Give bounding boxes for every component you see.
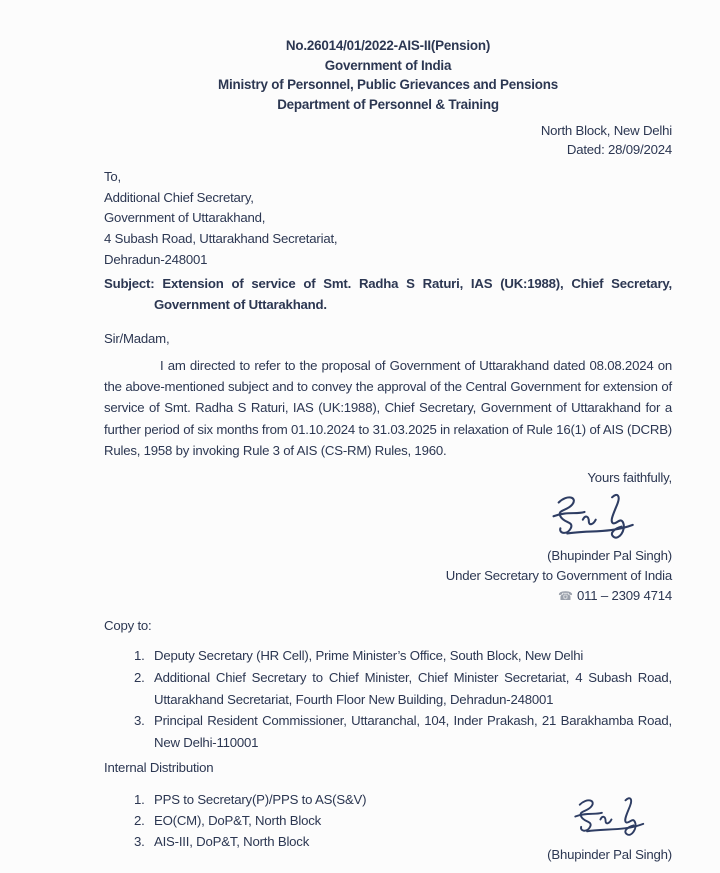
org-name: Government of India [324,57,452,73]
greeting: Sir/Madam, [104,330,170,346]
addressee-line: Dehradun-248001 [104,252,208,267]
internal-distribution-item: 1. PPS to Secretary(P)/PPS to AS(S&V) [148,789,672,810]
addressee-line: Additional Chief Secretary, [104,189,254,205]
letterhead [104,36,672,115]
addressee-block [104,167,672,271]
footer-signatory-name: (Bhupinder Pal Singh) [547,847,672,862]
copy-to-item: 2. Additional Chief Secretary to Chief Minister, Chief Minister Secretariat, 4 Subash Road, Uttarakhand Secretariat, Fourth Floor New Building, Dehradun-248001 [148,667,672,710]
internal-distribution-label: Internal Distribution [104,759,214,775]
internal-distribution-item: 3. AIS-III, DoP&T, North Block [148,831,672,852]
telephone-icon: ☎ [558,589,573,604]
signature [562,793,658,843]
signatory-designation: Under Secretary to Government of India [445,568,672,584]
signatory-name: (Bhupinder Pal Singh) [547,548,672,564]
signature-block [104,486,672,606]
department-name: Department of Personnel & Training [277,97,499,113]
copy-to-label: Copy to: [104,618,152,634]
copy-to-item: 3. Principal Resident Commissioner, Uttaranchal, 104, Inder Prakash, 21 Barakhamba Road, New Delhi-110001 [148,710,672,753]
subject-text: Extension of service of Smt. Radha S Raturi, IAS (UK:1988), Chief Secretary, Government of Uttarakhand. [154,275,672,313]
ministry-name: Ministry of Personnel, Public Grievances and Pensions [218,77,558,93]
body-paragraph: I am directed to refer to the proposal of Government of Uttarakhand dated 08.08.2024 on the above-mentioned subject and to convey the approval of the Central Government for extension of service of Smt. Radha S Raturi, IAS (UK:1988), Chief Secretary, Government of Uttarakhand for a further period of six months from 01.10.2024 to 31.03.2025 in relaxation of Rule 16(1) of AIS (DCRB) Rules, 1958 by invoking Rule 3 of AIS (CS-RM) Rules, 1960. [104,357,672,458]
copy-to-list [104,645,672,754]
to-salutation: To, [104,168,121,184]
signature [538,490,650,546]
footer-signature-block [547,793,672,865]
internal-distribution-item: 2. EO(CM), DoP&T, North Block [148,810,672,831]
phone-number: 011 – 2309 4714 [576,588,672,604]
place-line: North Block, New Delhi [540,122,672,138]
reference-number: No.26014/01/2022-AIS-II(Pension) [285,38,491,53]
subject-label: Subject: [104,275,155,291]
addressee-line: Government of Uttarakhand, [104,210,266,226]
phone-line [104,586,672,606]
copy-to-item: 1. Deputy Secretary (HR Cell), Prime Minister’s Office, South Block, New Delhi [148,645,672,667]
closing-phrase: Yours faithfully, [587,470,672,486]
addressee-line: 4 Subash Road, Uttarakhand Secretariat, [104,231,338,247]
dateline [104,121,672,160]
subject-line [104,273,672,316]
date-line: Dated: 28/09/2024 [566,142,672,158]
